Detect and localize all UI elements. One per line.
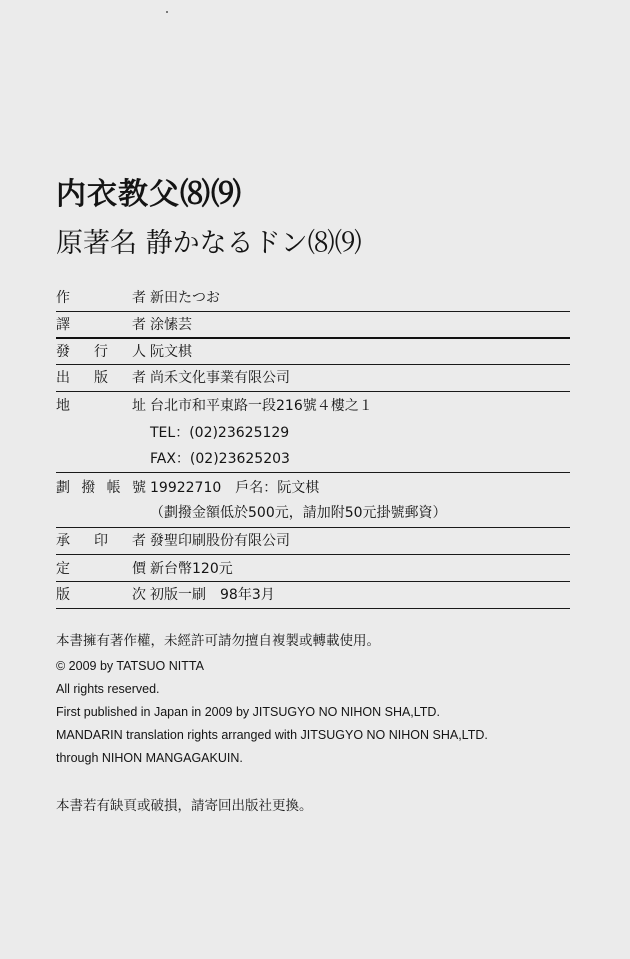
scan-speck xyxy=(166,11,168,13)
credit-value: 發聖印刷股份有限公司 xyxy=(150,533,290,549)
english-copyright-block xyxy=(56,655,488,770)
defect-notice: 本書若有缺頁或破損，請寄回出版社更換。 xyxy=(56,798,313,814)
divider xyxy=(56,527,570,528)
divider xyxy=(56,608,570,609)
credit-label: 作 者 xyxy=(56,290,146,306)
credit-value: 新田たつお xyxy=(150,290,220,306)
english-line: First published in Japan in 2009 by JITSUGYO NO NIHON SHA,LTD. xyxy=(56,705,440,719)
divider xyxy=(56,391,570,392)
title-volume: ⑻⑼ xyxy=(180,177,242,212)
credit-label: 定 價 xyxy=(56,561,146,577)
subtitle-text: 原著名 静かなるドン xyxy=(56,228,308,259)
english-line: © 2009 by TATSUO NITTA xyxy=(56,659,204,673)
divider xyxy=(56,554,570,555)
english-line: MANDARIN translation rights arranged with JITSUGYO NO NIHON SHA,LTD. xyxy=(56,728,488,742)
divider xyxy=(56,581,570,582)
credit-value: 台北市和平東路一段216號４樓之１ xyxy=(150,398,373,414)
credit-label: 出版者 xyxy=(56,370,146,386)
original-title xyxy=(56,228,362,260)
credit-value: 19922710 戶名：阮文棋 xyxy=(150,480,320,496)
credit-label: 地 址 xyxy=(56,398,146,414)
credit-value: 新台幣120元 xyxy=(150,561,233,577)
credit-value: 尚禾文化事業有限公司 xyxy=(150,370,290,386)
credit-label: 劃撥帳號 xyxy=(56,480,146,496)
credit-value: TEL：(02)23625129 xyxy=(150,425,290,441)
credit-label: 譯 者 xyxy=(56,317,146,333)
book-title xyxy=(56,178,242,212)
divider xyxy=(56,472,570,473)
divider xyxy=(56,364,570,365)
divider-thick xyxy=(56,337,570,339)
divider xyxy=(56,311,570,312)
subtitle-volume: ⑻⑼ xyxy=(307,228,362,259)
credit-value: 涂愫芸 xyxy=(150,317,192,333)
credit-value: 初版一刷 98年3月 xyxy=(150,587,275,603)
english-line: All rights reserved. xyxy=(56,682,160,696)
credit-label: 承印者 xyxy=(56,533,146,549)
credit-label: 版 次 xyxy=(56,587,146,603)
credit-label: 發行人 xyxy=(56,344,146,360)
title-text: 内衣教父 xyxy=(56,177,180,212)
credit-value: FAX：(02)23625203 xyxy=(150,451,290,467)
credit-value: （劃撥金額低於500元，請加附50元掛號郵資） xyxy=(150,505,447,521)
copyright-notice: 本書擁有著作權，未經許可請勿擅自複製或轉載使用。 xyxy=(56,633,380,649)
english-line: through NIHON MANGAGAKUIN. xyxy=(56,751,243,765)
credit-value: 阮文棋 xyxy=(150,344,192,360)
